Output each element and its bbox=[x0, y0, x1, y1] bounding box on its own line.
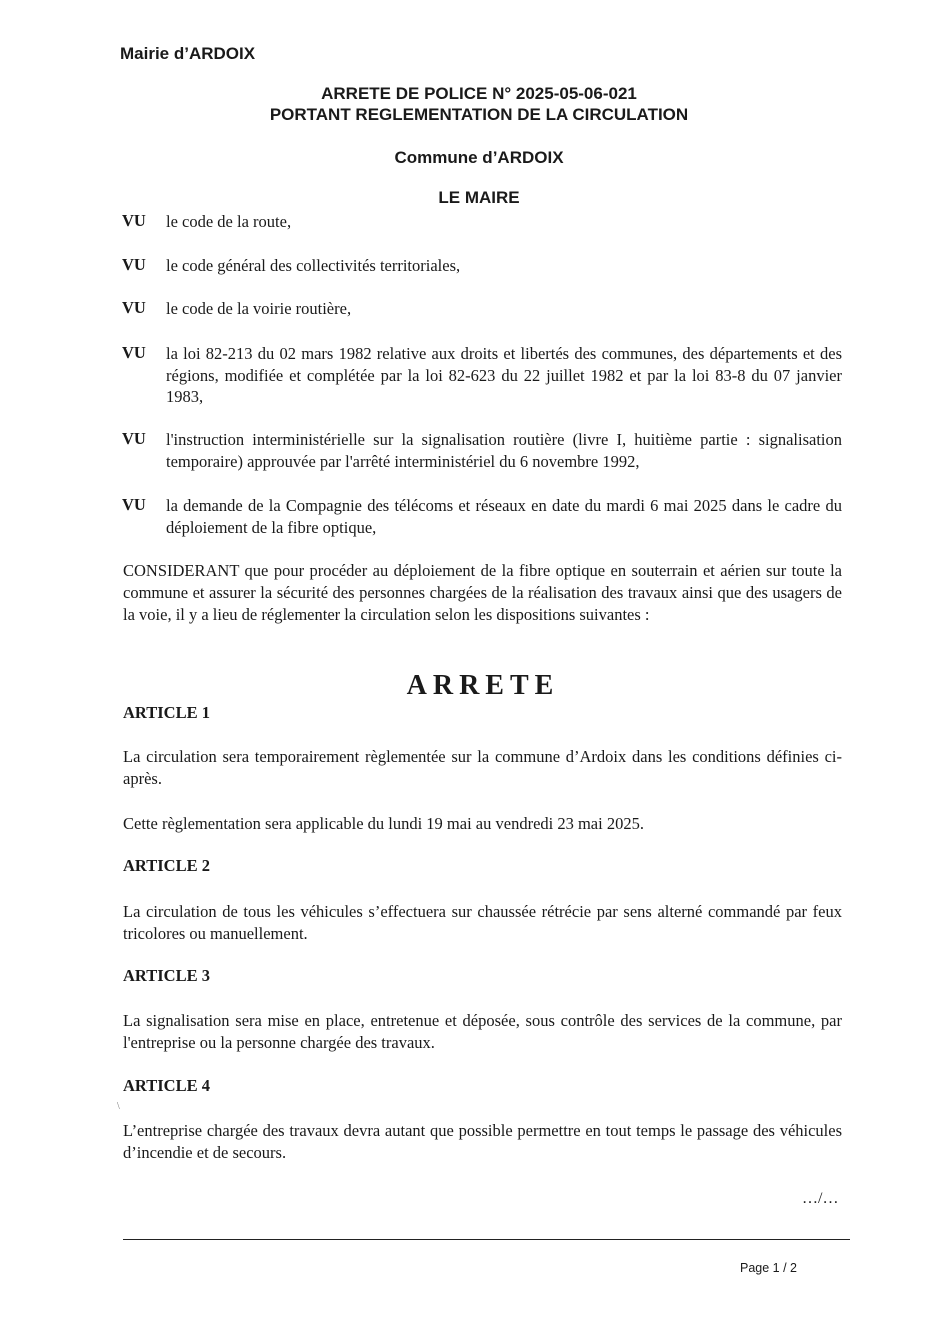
article-paragraph: La circulation de tous les véhicules s’effectuera sur chaussée rétrécie par sens alterné commandé par feux tricolores ou manuellement. bbox=[123, 902, 842, 943]
vu-item: l'instruction interministérielle sur la signalisation routière (livre I, huitième partie : signalisation temporaire) approuvée par l'arrêté interministériel du 6 novembre 1992, bbox=[166, 430, 842, 471]
vu-label: VU bbox=[122, 298, 146, 317]
considerant-paragraph: CONSIDERANT que pour procéder au déploiement de la fibre optique en souterrain et aérien sur toute la commune et assurer la sécurité des personnes chargées de la réalisation des travaux ainsi que des usagers de la voie, il y a lieu de réglementer la circulation selon les dispositions suivantes : bbox=[123, 561, 842, 624]
article-title: ARTICLE 3 bbox=[123, 966, 210, 985]
footer-divider bbox=[123, 1239, 850, 1240]
vu-label: VU bbox=[122, 343, 146, 362]
commune-heading: Commune d’ARDOIX bbox=[394, 148, 564, 167]
vu-label: VU bbox=[122, 429, 146, 448]
page-number: Page 1 / 2 bbox=[740, 1261, 797, 1275]
vu-item: le code de la route, bbox=[166, 212, 292, 231]
decree-subtitle: PORTANT REGLEMENTATION DE LA CIRCULATION bbox=[269, 105, 689, 124]
mairie-name: Mairie d’ARDOIX bbox=[120, 44, 256, 63]
article-paragraph: L’entreprise chargée des travaux devra autant que possible permettre en tout temps le passage des véhicules d’incendie et de secours. bbox=[123, 1121, 842, 1162]
article-title: ARTICLE 1 bbox=[123, 703, 210, 722]
scan-mark: \ bbox=[117, 1101, 120, 1112]
vu-label: VU bbox=[122, 495, 146, 514]
decree-title: ARRETE DE POLICE N° 2025-05-06-021 bbox=[321, 84, 637, 103]
vu-item: le code général des collectivités territoriales, bbox=[166, 256, 461, 275]
vu-item: la demande de la Compagnie des télécoms et réseaux en date du mardi 6 mai 2025 dans le cadre du déploiement de la fibre optique, bbox=[166, 496, 842, 537]
le-maire-heading: LE MAIRE bbox=[438, 188, 520, 207]
article-paragraph: La circulation sera temporairement règlementée sur la commune d’Ardoix dans les conditions définies ci-après. bbox=[123, 747, 842, 788]
vu-label: VU bbox=[122, 211, 146, 230]
vu-item: le code de la voirie routière, bbox=[166, 299, 352, 318]
article-title: ARTICLE 4 bbox=[123, 1076, 210, 1095]
article-paragraph: Cette règlementation sera applicable du lundi 19 mai au vendredi 23 mai 2025. bbox=[123, 814, 644, 833]
vu-item: la loi 82-213 du 02 mars 1982 relative aux droits et libertés des communes, des départements et des régions, modifiée et complétée par la loi 82-623 du 22 juillet 1982 et par la loi 83-8 du 07 janvier 1983, bbox=[166, 344, 842, 406]
vu-label: VU bbox=[122, 255, 146, 274]
continuation-mark: …/… bbox=[802, 1190, 839, 1207]
article-title: ARTICLE 2 bbox=[123, 856, 210, 875]
article-paragraph: La signalisation sera mise en place, entretenue et déposée, sous contrôle des services de la commune, par l'entreprise ou la personne chargée des travaux. bbox=[123, 1011, 842, 1052]
arrete-heading: ARRETE bbox=[406, 670, 560, 701]
